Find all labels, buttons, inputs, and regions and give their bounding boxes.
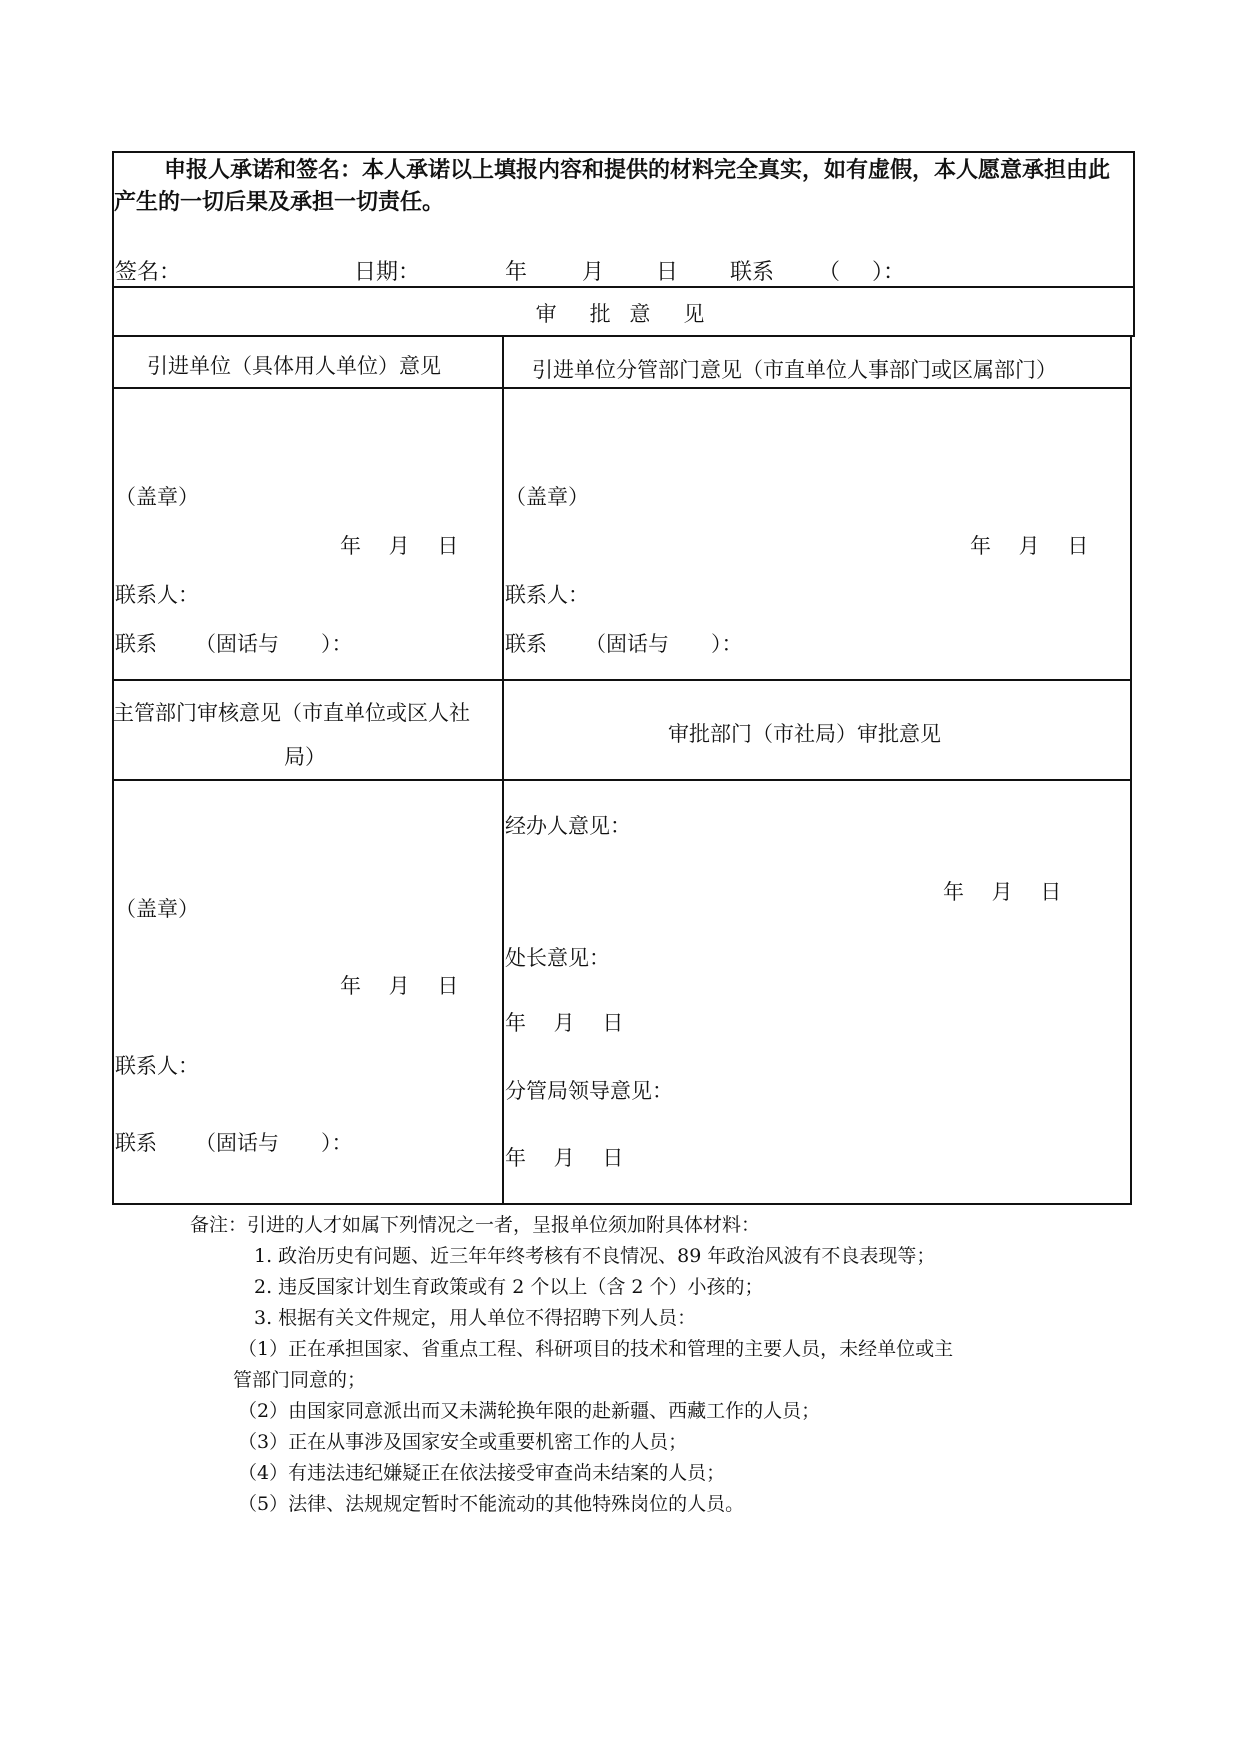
date-year: 年 [505,260,528,285]
note-sub-item-1-cont: 管部门同意的； [233,1369,367,1391]
note-item-2: 2. 违反国家计划生育政策或有 2 个以上（含 2 个）小孩的； [254,1276,764,1298]
handler-opinion-label: 经办人意见： [505,814,631,838]
leader-opinion-label: 分管局领导意见： [505,1079,673,1103]
review-col1-contact-person: 联系人： [115,1054,199,1078]
col2-contact-person: 联系人： [505,583,589,607]
review-col1-title-line1: 主管部门审核意见（市直单位或区人社 [113,701,470,725]
note-sub-item-5: （5）法律、法规规定暂时不能流动的其他特殊岗位的人员。 [238,1493,745,1515]
review-col1-seal: （盖章） [115,897,199,921]
table-border-top [112,151,1135,153]
leader-opinion-date: 年 月 日 [505,1146,624,1170]
note-sub-item-2: （2）由国家同意派出而又未满轮换年限的赴新疆、西藏工作的人员； [238,1400,821,1422]
contact-paren-close: ）： [872,260,906,285]
date-month: 月 [582,260,605,285]
col2-contact-label: 联系 [505,632,547,656]
col1-contact-label: 联系 [115,632,157,656]
pledge-text: 申报人承诺和签名：本人承诺以上填报内容和提供的材料完全真实，如有虚假，本人愿意承担由此产生的一切后果及承担一切责任。 [114,157,1111,215]
table-border-bottom [112,1203,1132,1205]
signature-label: 签名： [115,260,182,285]
note-sub-item-1: （1）正在承担国家、省重点工程、科研项目的技术和管理的主要人员，未经单位或主 [238,1338,954,1360]
contact-label: 联系 [730,260,775,285]
review-col1-title-line2: 局） [284,745,326,769]
col2-seal: （盖章） [505,485,589,509]
date-label: 日期： [354,260,421,285]
divider-after-col-titles [112,387,1132,389]
note-sub-item-4: （4）有违法违纪嫌疑正在依法接受审查尚未结案的人员； [238,1462,726,1484]
contact-paren-open: （ [818,260,841,285]
col1-contact-person: 联系人： [115,583,199,607]
divider-section-2 [112,679,1132,681]
director-opinion-label: 处长意见： [505,946,610,970]
review-col1-contact-phone: （固话与 ）： [195,1131,353,1155]
divider-after-review-titles [112,779,1132,781]
approval-heading: 审 批 意 见 [535,302,711,326]
divider-after-pledge [112,286,1135,288]
col1-date: 年 月 日 [340,534,459,558]
review-col2-title: 审批部门（市社局）审批意见 [668,722,941,746]
col1-title: 引进单位（具体用人单位）意见 [147,354,441,378]
date-day: 日 [656,260,679,285]
table-border-right [1130,335,1132,1205]
note-sub-item-3: （3）正在从事涉及国家安全或重要机密工作的人员； [238,1431,688,1453]
notes-intro: 备注：引进的人才如属下列情况之一者，呈报单位须加附具体材料： [190,1214,761,1236]
note-item-3: 3. 根据有关文件规定，用人单位不得招聘下列人员： [254,1307,697,1329]
review-col1-date: 年 月 日 [340,974,459,998]
col2-contact-phone: （固话与 ）： [585,632,743,656]
review-col1-contact-label: 联系 [115,1131,157,1155]
middle-divider [502,335,504,1205]
col1-seal: （盖章） [115,485,199,509]
col2-date: 年 月 日 [970,534,1089,558]
note-item-1: 1. 政治历史有问题、近三年年终考核有不良情况、89 年政治风波有不良表现等； [254,1245,936,1267]
director-opinion-date: 年 月 日 [505,1011,624,1035]
col1-contact-phone: （固话与 ）： [195,632,353,656]
col2-title: 引进单位分管部门意见（市直单位人事部门或区属部门） [532,358,1057,382]
handler-opinion-date: 年 月 日 [943,880,1062,904]
divider-after-heading [112,335,1135,337]
table-border-right-top [1133,151,1135,336]
